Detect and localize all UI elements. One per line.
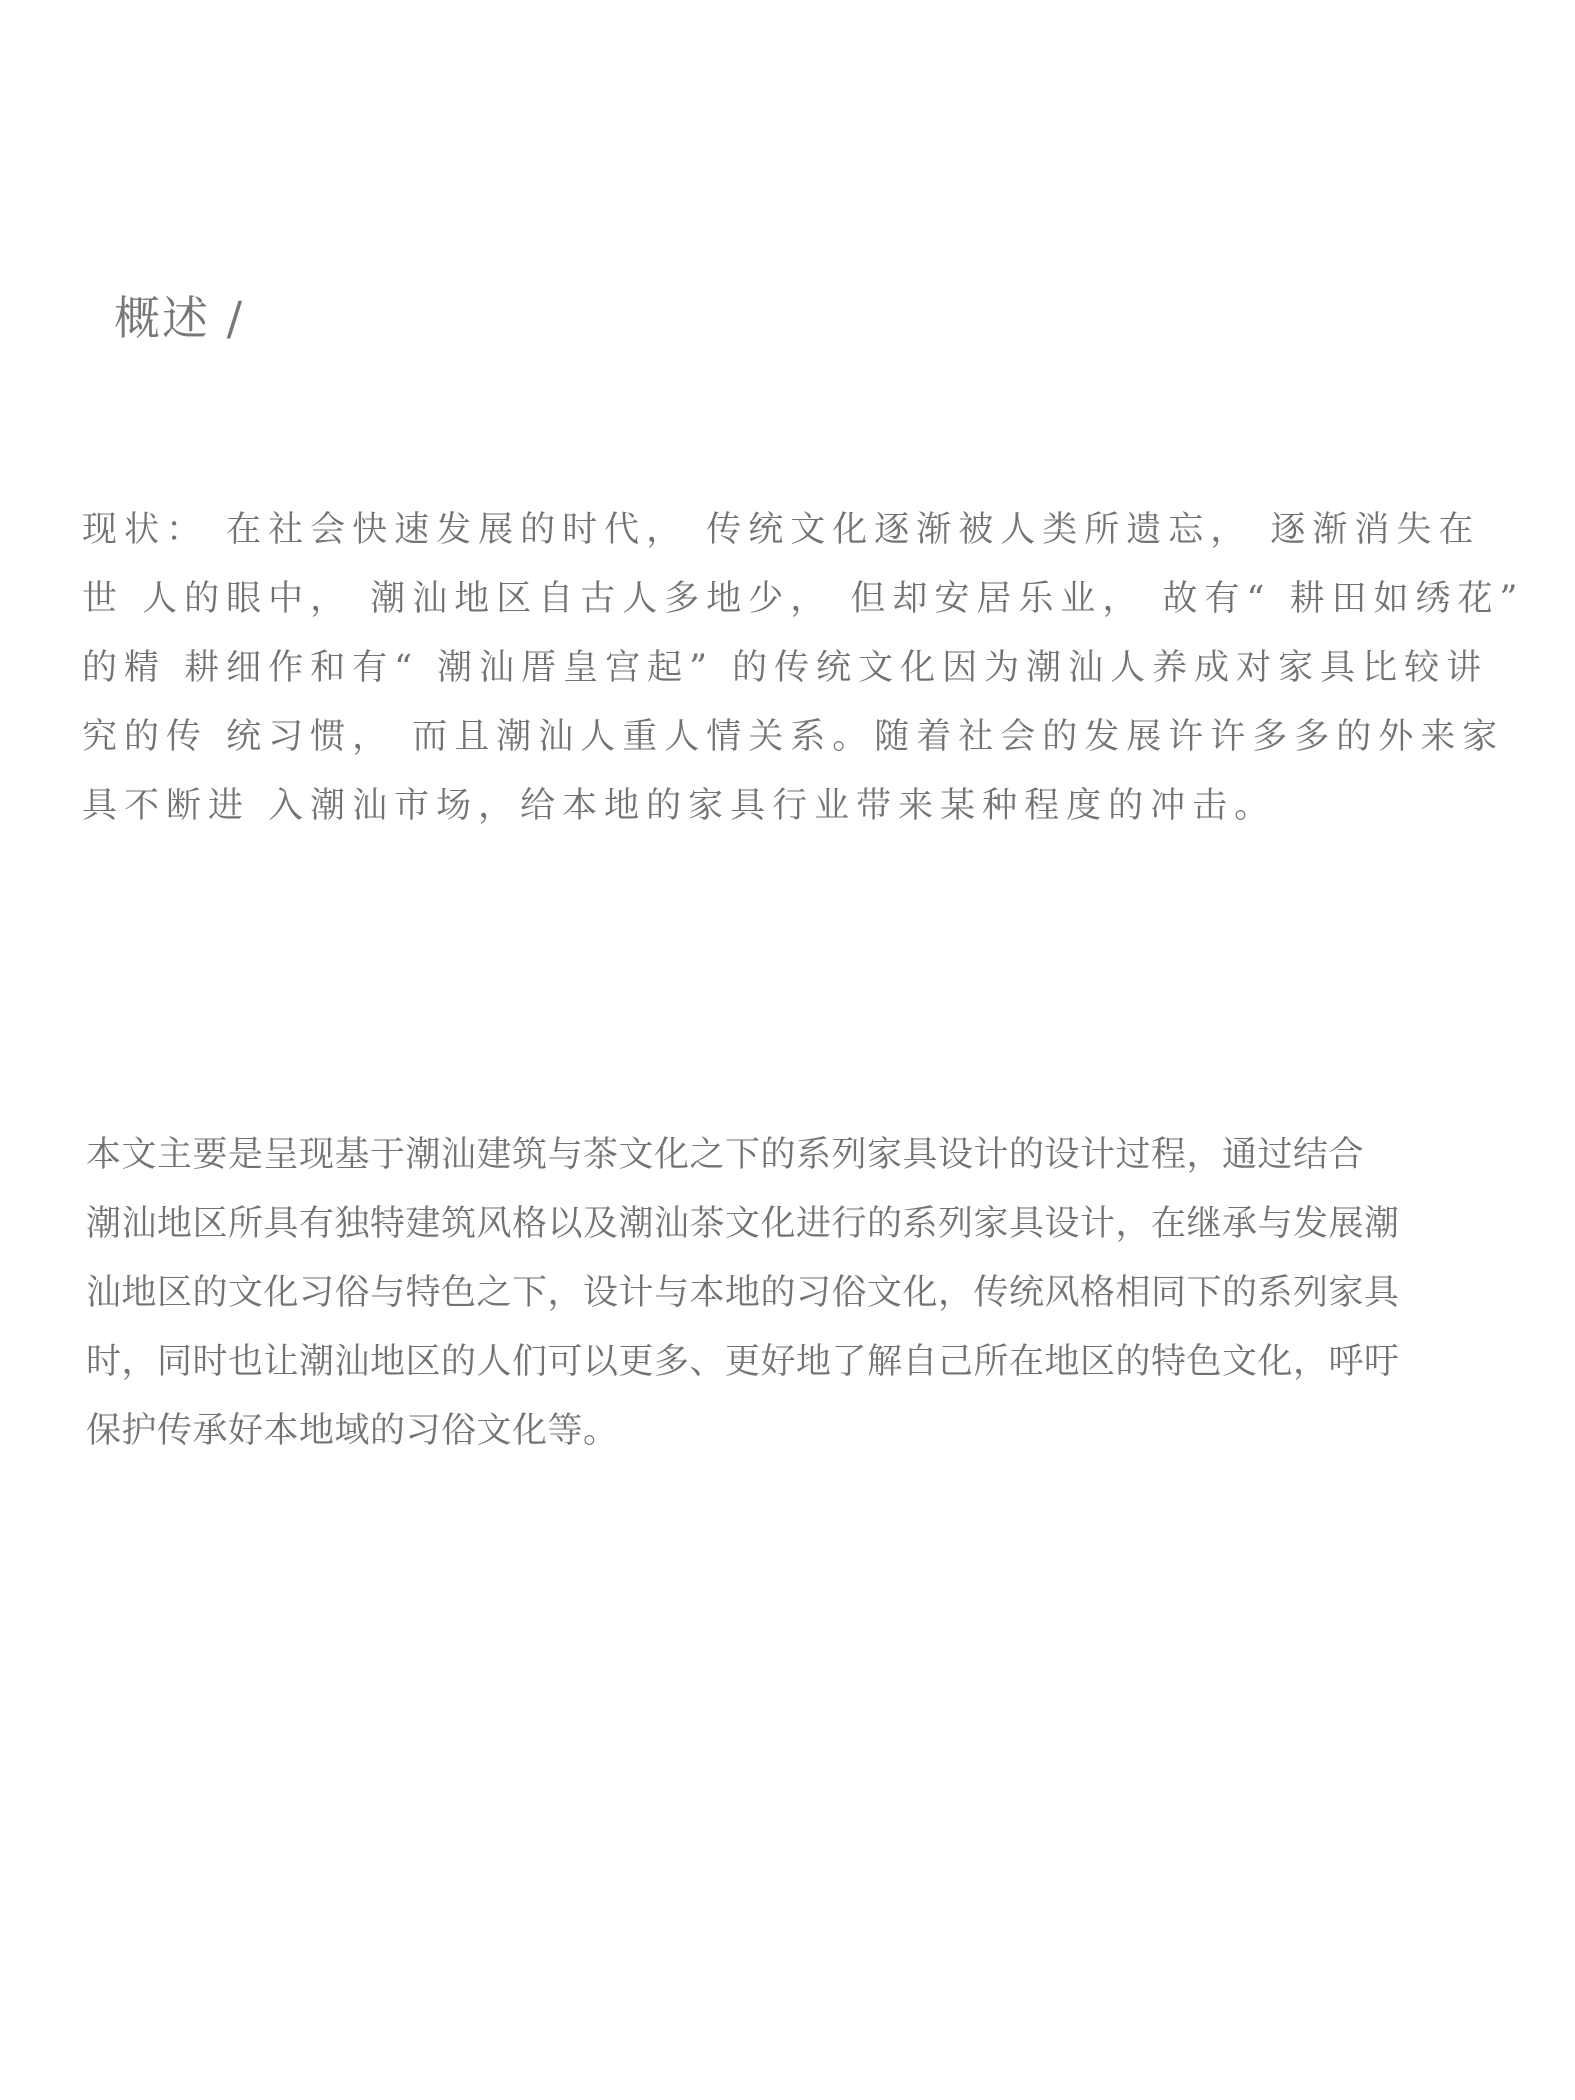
paragraph-line: 的精 耕细作和有“ 潮汕厝皇宫起” 的传统文化因为潮汕人养成对家具比较讲 bbox=[82, 648, 1489, 688]
paragraph-line: 本文主要是呈现基于潮汕建筑与茶文化之下的系列家具设计的设计过程，通过结合 bbox=[86, 1135, 1365, 1175]
paragraph-line: 保护传承好本地域的习俗文化等。 bbox=[86, 1411, 619, 1451]
paragraph-line: 具不断进 入潮汕市场，给本地的家具行业带来某种程度的冲击。 bbox=[82, 786, 1277, 826]
paragraph-summary bbox=[86, 1121, 1496, 1466]
section-heading: 概述 / bbox=[114, 291, 245, 345]
paragraph-status bbox=[82, 496, 1525, 841]
paragraph-line: 究的传 统习惯， 而且潮汕人重人情关系。随着社会的发展许许多多的外来家 bbox=[82, 717, 1505, 757]
paragraph-line: 潮汕地区所具有独特建筑风格以及潮汕茶文化进行的系列家具设计，在继承与发展潮 bbox=[86, 1204, 1400, 1244]
paragraph-line: 现状： 在社会快速发展的时代， 传统文化逐渐被人类所遗忘， 逐渐消失在 bbox=[82, 510, 1481, 550]
paragraph-line: 时，同时也让潮汕地区的人们可以更多、更好地了解自己所在地区的特色文化，呼吁 bbox=[86, 1342, 1400, 1382]
paragraph-line: 汕地区的文化习俗与特色之下，设计与本地的习俗文化，传统风格相同下的系列家具 bbox=[86, 1273, 1400, 1313]
paragraph-line: 世 人的眼中， 潮汕地区自古人多地少， 但却安居乐业， 故有“ 耕田如绣花” bbox=[82, 579, 1525, 619]
